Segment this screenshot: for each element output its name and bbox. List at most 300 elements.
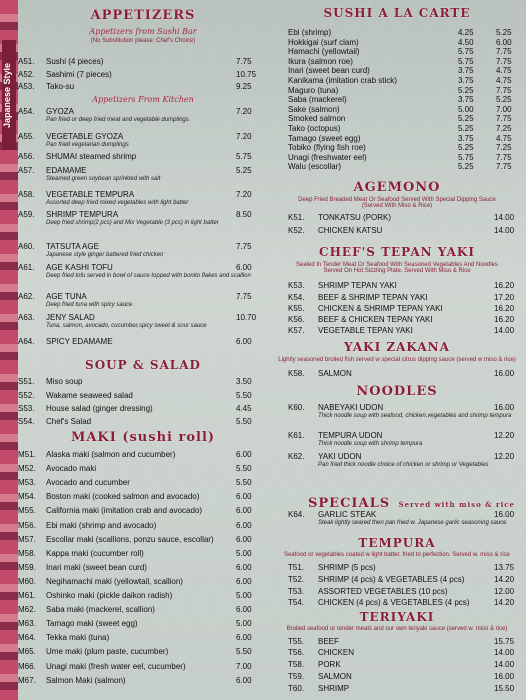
item-price: 16.00 bbox=[494, 403, 515, 412]
item-code: T51. bbox=[288, 563, 305, 572]
sushi-price-2: 4.75 bbox=[496, 66, 512, 76]
item-price: 12.00 bbox=[494, 587, 515, 596]
menu-item-row bbox=[288, 293, 428, 302]
sushi-item-name: Saba (mackerel) bbox=[288, 95, 347, 105]
item-price: 8.50 bbox=[236, 210, 252, 219]
item-code: M58. bbox=[18, 548, 36, 558]
appetizers-title: APPETIZERS bbox=[90, 8, 196, 23]
item-name: GYOZA bbox=[46, 107, 75, 116]
menu-item-row bbox=[288, 563, 376, 572]
menu-item-row bbox=[18, 605, 155, 614]
item-code: K53. bbox=[288, 281, 305, 290]
zakana-title: YAKI ZAKANA bbox=[344, 340, 450, 354]
menu-item-row bbox=[288, 648, 354, 657]
item-name: BEEF & SHRIMP TEPAN YAKI bbox=[318, 293, 428, 302]
item-code: T55. bbox=[288, 637, 305, 646]
item-code: M60. bbox=[18, 576, 36, 586]
item-price: 12.20 bbox=[494, 452, 515, 461]
menu-item-row bbox=[18, 549, 144, 558]
menu-item-row bbox=[18, 152, 136, 161]
sushi-item-name: Sake (salmon) bbox=[288, 104, 340, 114]
sushi-item-name: Walu (escollar) bbox=[288, 162, 342, 172]
menu-item-row bbox=[288, 672, 352, 681]
item-name: BEEF & CHICKEN TEPAN YAKI bbox=[318, 315, 433, 324]
item-description: Steak lightly seared then pan fried w. Japanese garlic seasoning sauce bbox=[318, 520, 507, 526]
sushi-price-2: 7.75 bbox=[496, 152, 512, 162]
item-price: 5.50 bbox=[236, 417, 252, 426]
item-code: M62. bbox=[18, 605, 36, 615]
item-code: T53. bbox=[288, 587, 305, 596]
sushi-price-2: 7.75 bbox=[496, 47, 512, 57]
item-name: TATSUTA AGE bbox=[46, 242, 99, 251]
item-code: S52. bbox=[18, 391, 35, 400]
item-name: Tekka maki (tuna) bbox=[46, 633, 110, 643]
menu-item-row bbox=[18, 292, 87, 301]
sushi-item-name: Unagi (freshwater eel) bbox=[288, 152, 367, 162]
from-kitchen: Appetizers From Kitchen bbox=[92, 95, 194, 104]
item-name: Sashimi (7 pieces) bbox=[46, 70, 112, 79]
item-description: Thick noodle soup with shrimp tempura bbox=[318, 441, 423, 447]
sushi-item-name: Ikura (salmon roe) bbox=[288, 56, 353, 66]
item-price: 6.00 bbox=[236, 633, 252, 643]
item-code: K60. bbox=[288, 403, 305, 412]
sushi-price-1: 4.25 bbox=[458, 28, 474, 37]
menu-item-row bbox=[18, 417, 91, 426]
item-price: 6.00 bbox=[236, 263, 252, 272]
item-name: Unagi maki (fresh water eel, cucumber) bbox=[46, 661, 186, 671]
sushi-price-1: 3.75 bbox=[458, 76, 474, 85]
sushi-price-2: 5.25 bbox=[496, 28, 512, 37]
menu-item-row bbox=[288, 684, 349, 693]
item-name: Avocado maki bbox=[46, 464, 97, 474]
item-code: K62. bbox=[288, 452, 305, 461]
item-code: A63. bbox=[18, 313, 35, 322]
item-name: Alaska maki (salmon and cucumber) bbox=[46, 450, 176, 459]
menu-item-row bbox=[18, 132, 123, 141]
tepan-title: CHEF'S TEPAN YAKI bbox=[319, 245, 475, 259]
item-name: CHICKEN (4 pcs) & VEGETABLES (4 pcs) bbox=[318, 598, 470, 607]
item-price: 7.00 bbox=[236, 661, 252, 671]
menu-item-row bbox=[288, 587, 448, 596]
menu-item-row bbox=[18, 619, 138, 628]
menu-item-row bbox=[288, 281, 397, 290]
item-code: M55. bbox=[18, 506, 36, 516]
item-description: Japanese style ginger battered fried chicken bbox=[46, 252, 164, 258]
item-name: AGE TUNA bbox=[46, 292, 87, 301]
item-name: Salmon Maki (salmon) bbox=[46, 675, 126, 685]
item-name: CHICKEN KATSU bbox=[318, 226, 383, 235]
item-price: 6.00 bbox=[236, 492, 252, 502]
menu-item-row bbox=[18, 662, 186, 671]
menu-item-row bbox=[288, 637, 339, 646]
sushi-item-name: Tako (octopus) bbox=[288, 124, 341, 133]
sushi-price-2: 7.75 bbox=[496, 114, 512, 124]
teriyaki-note: Broiled seafood or tender meats and our own teriyaki sauce (served w. miso & rice) bbox=[286, 626, 508, 632]
menu-item-row bbox=[288, 304, 443, 313]
item-price: 9.25 bbox=[236, 82, 252, 91]
item-code: A56. bbox=[18, 152, 35, 161]
item-name: SALMON bbox=[318, 672, 352, 681]
menu-item-row bbox=[18, 242, 99, 251]
menu-item-row bbox=[288, 452, 361, 461]
menu-item-row bbox=[18, 478, 130, 487]
menu-item-row bbox=[18, 464, 96, 473]
sushi-price-2: 7.00 bbox=[496, 104, 512, 114]
item-price: 7.75 bbox=[236, 242, 252, 251]
menu-item-row bbox=[18, 535, 214, 544]
menu-item-row bbox=[288, 326, 413, 335]
item-name: Negihamachi maki (yellowtail, scallion) bbox=[46, 576, 183, 586]
sushi-price-2: 5.25 bbox=[496, 95, 512, 105]
menu-item-row bbox=[18, 57, 103, 66]
item-code: T52. bbox=[288, 575, 305, 584]
item-code: A53. bbox=[18, 82, 35, 91]
item-name: Kappa maki (cucumber roll) bbox=[46, 548, 144, 558]
from-sushi-bar: Appetizers from Sushi Bar bbox=[89, 27, 197, 36]
item-code: T58. bbox=[288, 660, 305, 669]
item-price: 6.00 bbox=[236, 576, 252, 586]
item-name: SHRIMP (4 pcs) & VEGETABLES (4 pcs) bbox=[318, 575, 465, 584]
item-code: T56. bbox=[288, 648, 305, 657]
item-code: M63. bbox=[18, 619, 36, 629]
item-price: 14.00 bbox=[494, 213, 515, 222]
sushi-item-name: Maguro (tuna) bbox=[288, 85, 339, 95]
item-code: K58. bbox=[288, 369, 305, 378]
sushi-item-name: Tobiko (flying fish roe) bbox=[288, 143, 366, 153]
item-price: 6.00 bbox=[236, 520, 252, 530]
item-price: 15.75 bbox=[494, 637, 515, 646]
item-code: A51. bbox=[18, 57, 35, 66]
menu-item-row bbox=[18, 506, 202, 515]
item-price: 14.20 bbox=[494, 598, 515, 607]
agemono-note: Deep Fried Breaded Meat Or Seafood Served With Special Dipping Sauce (Served With Miso & Rice) bbox=[298, 197, 496, 209]
sushi-item-name: Smoked salmon bbox=[288, 114, 346, 124]
menu-item-row bbox=[18, 190, 134, 199]
menu-item-row bbox=[288, 403, 383, 412]
menu-item-row bbox=[288, 575, 464, 584]
sushi-item-name: Ebi (shrimp) bbox=[288, 28, 332, 37]
item-name: Wakame seaweed salad bbox=[46, 391, 133, 400]
menu-item-row bbox=[288, 510, 376, 519]
sushi-price-1: 3.75 bbox=[458, 66, 474, 76]
item-price: 6.00 bbox=[236, 450, 252, 459]
menu-item-row bbox=[18, 107, 74, 116]
item-code: M53. bbox=[18, 478, 36, 488]
noodles-title: NOODLES bbox=[356, 384, 438, 399]
item-code: M51. bbox=[18, 450, 36, 459]
item-price: 6.00 bbox=[236, 337, 252, 346]
item-code: A58. bbox=[18, 190, 35, 199]
item-code: T59. bbox=[288, 672, 305, 681]
item-price: 5.00 bbox=[236, 548, 252, 558]
menu-item-row bbox=[18, 563, 147, 572]
item-price: 4.45 bbox=[236, 404, 252, 413]
item-name: SHRIMP bbox=[318, 684, 350, 693]
item-price: 14.00 bbox=[494, 226, 515, 235]
menu-item-row bbox=[18, 391, 133, 400]
item-price: 16.20 bbox=[494, 315, 515, 324]
item-price: 5.75 bbox=[236, 152, 252, 161]
item-description: Thick noodle soup with seafood, chicken,vegetables and shrimp tempura bbox=[318, 413, 512, 419]
item-name: TEMPURA UDON bbox=[318, 431, 383, 440]
menu-item-row bbox=[18, 313, 95, 322]
item-name: EDAMAME bbox=[46, 166, 87, 175]
item-name: Ume maki (plum paste, cucumber) bbox=[46, 647, 169, 657]
item-code: S53. bbox=[18, 404, 35, 413]
item-name: House salad (ginger dressing) bbox=[46, 404, 153, 413]
item-description: Deep fried tofu served in bowl of sauce topped with bonito flakes and scallion bbox=[46, 273, 251, 279]
item-description: Assorted deep fried mixed vegetables with light batter bbox=[46, 200, 189, 206]
item-name: SPICY EDAMAME bbox=[46, 337, 113, 346]
item-name: VEGETABLE GYOZA bbox=[46, 132, 124, 141]
item-code: A57. bbox=[18, 166, 35, 175]
sushi-price-2: 6.00 bbox=[496, 37, 512, 47]
item-code: M57. bbox=[18, 534, 36, 544]
menu-item-row bbox=[18, 210, 118, 219]
zakana-note: Lightly seasoned broiled fish served w special citrus dipping sauce (served w miso & rice) bbox=[278, 357, 516, 363]
item-name: Inari maki (sweet bean curd) bbox=[46, 562, 147, 572]
item-code: A60. bbox=[18, 242, 35, 251]
item-code: K64. bbox=[288, 510, 305, 519]
item-name: AGE KASHI TOFU bbox=[46, 263, 113, 272]
item-price: 12.20 bbox=[494, 431, 515, 440]
tempura-title: TEMPURA bbox=[358, 536, 436, 550]
sushi-item-name: Hokkigai (surf clam) bbox=[288, 37, 359, 47]
item-price: 5.50 bbox=[236, 464, 252, 474]
sushi-price-1: 3.75 bbox=[458, 95, 474, 105]
teriyaki-title: TERIYAKI bbox=[359, 610, 435, 624]
item-price: 5.50 bbox=[236, 478, 252, 488]
sushi-price-1: 3.75 bbox=[458, 133, 474, 143]
sushi-price-2: 4.75 bbox=[496, 76, 512, 85]
item-price: 13.75 bbox=[494, 563, 515, 572]
item-price: 10.70 bbox=[236, 313, 257, 322]
item-price: 16.00 bbox=[494, 510, 515, 519]
item-name: California maki (imitation crab and avocado) bbox=[46, 506, 203, 516]
menu-item-row bbox=[18, 166, 86, 175]
menu-item-row bbox=[18, 82, 74, 91]
item-code: M61. bbox=[18, 591, 36, 600]
menu-item-row bbox=[18, 450, 175, 459]
item-name: Saba maki (mackerel, scallion) bbox=[46, 605, 155, 615]
menu-item-row bbox=[18, 676, 126, 685]
item-price: 14.00 bbox=[494, 660, 515, 669]
item-description: Tuna, salmon, avocado, cucumber,spicy sweet & sour sauce bbox=[46, 323, 207, 329]
item-name: ASSORTED VEGETABLES (10 pcs) bbox=[318, 587, 448, 596]
sushi-price-2: 7.75 bbox=[496, 56, 512, 66]
item-code: A54. bbox=[18, 107, 35, 116]
item-code: M59. bbox=[18, 562, 36, 572]
sushi-price-2: 7.25 bbox=[496, 124, 512, 133]
side-label: Japanese Style bbox=[2, 40, 16, 150]
sushi-price-2: 4.75 bbox=[496, 133, 512, 143]
sushi-price-2: 7.75 bbox=[496, 85, 512, 95]
item-code: A52. bbox=[18, 70, 35, 79]
item-code: T60. bbox=[288, 684, 305, 693]
item-code: M64. bbox=[18, 633, 36, 643]
no-sub-note: (No Substitution please; Chef's Choice) bbox=[90, 38, 196, 44]
specials-title: SPECIALS bbox=[308, 496, 391, 511]
item-description: Deep fried tuna with spicy sauce bbox=[46, 302, 133, 308]
menu-item-row bbox=[18, 521, 156, 530]
menu-item-row bbox=[18, 337, 113, 346]
sushi-item-name: Kanikama (imitation crab stick) bbox=[288, 76, 397, 85]
menu-item-row bbox=[18, 633, 109, 642]
item-name: PORK bbox=[318, 660, 341, 669]
menu-item-row bbox=[288, 431, 382, 440]
item-code: K55. bbox=[288, 304, 305, 313]
item-name: VEGETABLE TEPAN YAKI bbox=[318, 326, 413, 335]
menu-item-row bbox=[18, 647, 168, 656]
item-price: 5.00 bbox=[236, 591, 252, 600]
item-code: S54. bbox=[18, 417, 35, 426]
item-code: T54. bbox=[288, 598, 305, 607]
item-code: K52. bbox=[288, 226, 305, 235]
item-price: 7.20 bbox=[236, 107, 252, 116]
item-name: TONKATSU (PORK) bbox=[318, 213, 392, 222]
menu-item-row bbox=[288, 660, 341, 669]
item-code: A62. bbox=[18, 292, 35, 301]
item-name: SHRIMP (5 pcs) bbox=[318, 563, 376, 572]
item-code: M67. bbox=[18, 675, 36, 685]
item-name: VEGETABLE TEMPURA bbox=[46, 190, 135, 199]
sushi-price-1: 5.25 bbox=[458, 85, 474, 95]
item-name: Escollar maki (scallions, ponzu sauce, escollar) bbox=[46, 534, 214, 544]
item-name: Sushi (4 pieces) bbox=[46, 57, 104, 66]
item-description: Deep fried shrimp(2 pcs) and Mix Vegetable (3 pcs) in light batter bbox=[46, 220, 219, 226]
item-name: GARLIC STEAK bbox=[318, 510, 377, 519]
item-price: 3.50 bbox=[236, 377, 252, 386]
sushi-price-1: 4.50 bbox=[458, 37, 474, 47]
item-name: JENY SALAD bbox=[46, 313, 95, 322]
sushi-price-1: 5.25 bbox=[458, 143, 474, 153]
item-name: SHUMAI steamed shrimp bbox=[46, 152, 137, 161]
item-price: 16.20 bbox=[494, 304, 515, 313]
item-name: SALMON bbox=[318, 369, 352, 378]
menu-item-row bbox=[288, 369, 352, 378]
sushi-item-name: Hamachi (yellowtail) bbox=[288, 47, 360, 57]
item-name: SHRIMP TEPAN YAKI bbox=[318, 281, 397, 290]
item-description: Pan fried vegetarian dumplings bbox=[46, 142, 129, 148]
item-code: A55. bbox=[18, 132, 35, 141]
item-code: K57. bbox=[288, 326, 305, 335]
item-price: 16.00 bbox=[494, 672, 515, 681]
item-name: Miso soup bbox=[46, 377, 83, 386]
sushi-title: SUSHI A LA CARTE bbox=[323, 6, 471, 20]
sushi-price-1: 5.75 bbox=[458, 47, 474, 57]
item-code: K51. bbox=[288, 213, 305, 222]
item-code: K56. bbox=[288, 315, 305, 324]
item-price: 5.25 bbox=[236, 166, 252, 175]
agemono-title: AGEMONO bbox=[353, 180, 441, 195]
item-name: SHRIMP TEMPURA bbox=[46, 210, 119, 219]
item-price: 15.50 bbox=[494, 684, 515, 693]
item-price: 5.50 bbox=[236, 647, 252, 657]
sushi-price-1: 5.75 bbox=[458, 152, 474, 162]
maki-title: MAKI (sushi roll) bbox=[70, 430, 216, 445]
item-code: M52. bbox=[18, 464, 36, 474]
item-code: A64. bbox=[18, 337, 35, 346]
item-name: CHICKEN bbox=[318, 648, 355, 657]
sushi-price-1: 5.25 bbox=[458, 162, 474, 172]
soup-title: SOUP & SALAD bbox=[85, 358, 201, 372]
item-name: NABEYAKI UDON bbox=[318, 403, 384, 412]
item-name: CHICKEN & SHRIMP TEPAN YAKI bbox=[318, 304, 443, 313]
item-code: A59. bbox=[18, 210, 35, 219]
sushi-price-1: 5.25 bbox=[458, 124, 474, 133]
item-name: YAKI UDON bbox=[318, 452, 362, 461]
item-price: 16.00 bbox=[494, 369, 515, 378]
item-code: M54. bbox=[18, 492, 36, 502]
menu-item-row bbox=[18, 70, 112, 79]
item-name: BEEF bbox=[318, 637, 339, 646]
item-code: K61. bbox=[288, 431, 305, 440]
sushi-price-1: 5.75 bbox=[458, 56, 474, 66]
item-code: S51. bbox=[18, 377, 35, 386]
menu-item-row bbox=[18, 492, 199, 501]
tempura-note: Seafood or vegetables coated w light batter, fried to perfection. Served w. miso & rice bbox=[284, 552, 510, 558]
item-price: 14.00 bbox=[494, 326, 515, 335]
sushi-price-1: 5.25 bbox=[458, 114, 474, 124]
item-name: Boston maki (cooked salmon and avocado) bbox=[46, 492, 200, 502]
item-price: 6.00 bbox=[236, 675, 252, 685]
sushi-item-name: Inari (sweet bean curd) bbox=[288, 66, 370, 76]
menu-item-row bbox=[288, 598, 469, 607]
item-name: Ebi maki (shrimp and avocado) bbox=[46, 520, 157, 530]
item-price: 10.75 bbox=[236, 70, 257, 79]
item-price: 6.00 bbox=[236, 506, 252, 516]
item-price: 7.75 bbox=[236, 57, 252, 66]
item-name: Oshinko maki (pickle daikon radish) bbox=[46, 591, 173, 600]
specials-served: Served with miso & rice bbox=[398, 500, 516, 509]
item-price: 5.50 bbox=[236, 391, 252, 400]
item-code: M66. bbox=[18, 661, 36, 671]
item-price: 7.20 bbox=[236, 132, 252, 141]
item-name: Tamago maki (sweet egg) bbox=[46, 619, 138, 629]
menu-item-row bbox=[18, 591, 172, 600]
item-description: Steamed green soybean sprinkled with salt bbox=[46, 176, 161, 182]
item-price: 6.00 bbox=[236, 605, 252, 615]
item-price: 5.00 bbox=[236, 619, 252, 629]
menu-item-row bbox=[18, 404, 153, 413]
item-name: Avocado and cucumber bbox=[46, 478, 130, 488]
sushi-price-1: 5.00 bbox=[458, 104, 474, 114]
item-code: A61. bbox=[18, 263, 35, 272]
menu-item-row bbox=[18, 577, 183, 586]
menu-item-row bbox=[18, 263, 113, 272]
sushi-item-name: Tamago (sweet egg) bbox=[288, 133, 361, 143]
item-code: K54. bbox=[288, 293, 305, 302]
tepan-note: Sealed In Tender Meat Or Seafood With Seasoned Vegetables And Noodles Served On Hot Sizzling Plate. Served With Miso & Rice bbox=[295, 262, 499, 274]
item-price: 7.20 bbox=[236, 190, 252, 199]
sushi-price-2: 7.25 bbox=[496, 143, 512, 153]
item-price: 14.20 bbox=[494, 575, 515, 584]
item-name: Chef's Salad bbox=[46, 417, 92, 426]
item-price: 17.20 bbox=[494, 293, 515, 302]
item-code: M56. bbox=[18, 520, 36, 530]
menu-item-row bbox=[288, 226, 382, 235]
menu-item-row bbox=[288, 213, 391, 222]
menu-item-row bbox=[18, 377, 82, 386]
menu-item-row bbox=[288, 315, 433, 324]
item-name: Tako-su bbox=[46, 82, 75, 91]
item-price: 6.00 bbox=[236, 534, 252, 544]
item-price: 14.00 bbox=[494, 648, 515, 657]
item-code: M65. bbox=[18, 647, 36, 657]
item-description: Pan fried or deep fried meat and vegetable dumplings bbox=[46, 117, 189, 123]
item-description: Pan fried thick noodle choice of chicken or shrimp or Vegetables bbox=[318, 462, 489, 468]
item-price: 6.00 bbox=[236, 562, 252, 572]
